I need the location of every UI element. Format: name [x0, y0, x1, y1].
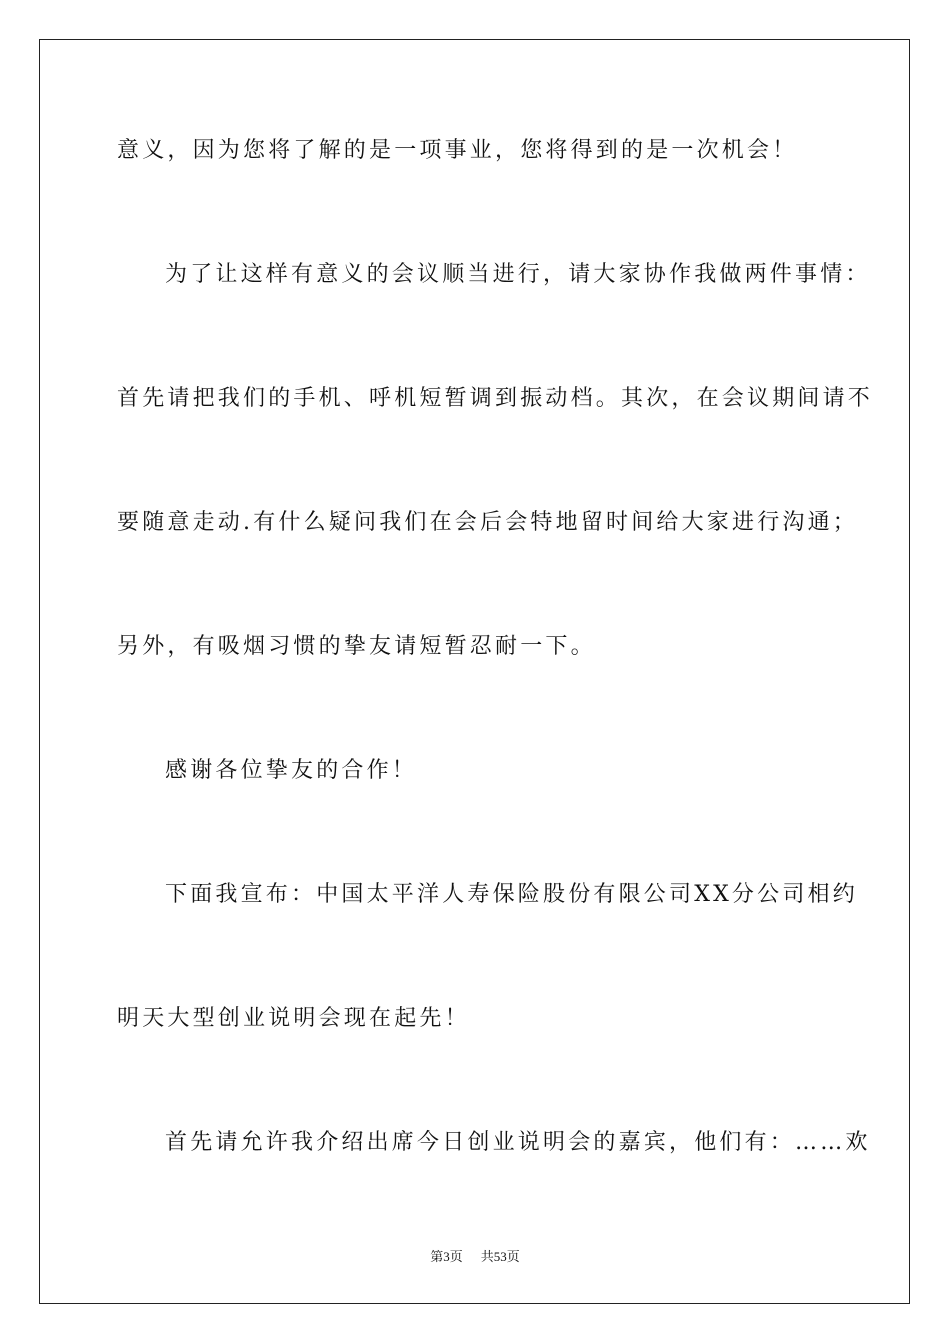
paragraph-line-1: 意义，因为您将了解的是一项事业，您将得到的是一次机会！ [117, 138, 798, 163]
paragraph-line-5: 另外，有吸烟习惯的挚友请短暂忍耐一下。 [117, 634, 596, 659]
paragraph-line-2: 为了让这样有意义的会议顺当进行，请大家协作我做两件事情： [165, 262, 871, 287]
paragraph-line-4: 要随意走动.有什么疑问我们在会后会特地留时间给大家进行沟通； [117, 510, 858, 535]
page-border [39, 39, 910, 1304]
page-total: 共53页 [480, 1249, 520, 1264]
page-footer [0, 1246, 950, 1265]
paragraph-line-8: 明天大型创业说明会现在起先！ [117, 1006, 470, 1031]
paragraph-line-6: 感谢各位挚友的合作！ [165, 758, 418, 783]
paragraph-line-9: 首先请允许我介绍出席今日创业说明会的嘉宾，他们有：……欢 [165, 1130, 871, 1155]
paragraph-line-3: 首先请把我们的手机、呼机短暂调到振动档。其次，在会议期间请不 [117, 386, 874, 411]
paragraph-line-7: 下面我宣布：中国太平洋人寿保险股份有限公司XX分公司相约 [165, 882, 858, 907]
page-number: 第3页 [430, 1249, 463, 1264]
